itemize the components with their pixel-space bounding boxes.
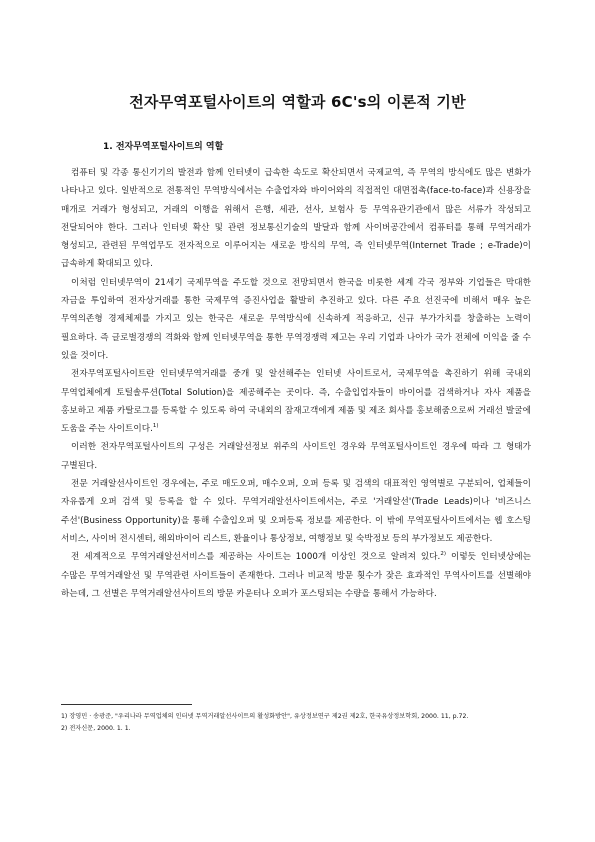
paragraph (61, 365, 531, 438)
footnote: 1) 장영민 · 송광준, "우리나라 무역업체의 인터넷 무역거래알선사이트의 활성화방안", 유상정보연구 제2권 제2호, 한국유상정보학회, 2000. 11, p.72. (61, 713, 469, 720)
paragraph-text: 이러한 전자무역포털사이트의 구성은 거래알선정보 위주의 사이트인 경우와 무역포털사이트인 경우에 따라 그 형태가 구별된다. (61, 442, 531, 471)
section-heading: 1. 전자무역포털사이트의 역할 (103, 142, 224, 152)
paragraph-text: 컴퓨터 및 각종 통신기기의 발전과 함께 인터넷이 급속한 속도로 확산되면서 국제교역, 즉 무역의 방식에도 많은 변화가 나타나고 있다. 일반적으로 전통적인 무역방식에서는 수출업자와 바이어와의 직접적인 대면접촉(face-to-face)과 신용장을 매개로 거래가 형성되고, 거래의 이행을 위해서 은행, 세관, 선사, 보험사 등 무역유관기관에서 많은 서류가 작성되고 전달되어야 한다. 그러나 인터넷 확산 및 관련 정보통신기술의 발달과 함께 사이버공간에서 컴퓨터를 통해 무역거래가 형성되고, 관련된 무역업무도 전자적으로 이루어지는 새로운 방식의 무역, 즉 인터넷무역(Internet Trade ; e-Trade)이 급속하게 확대되고 있다. (61, 168, 531, 270)
paragraph-text: 이렇듯 인터넷상에는 수많은 무역거래알선 및 무역관련 사이트들이 존재한다. 그러나 비교적 방문 횟수가 잦은 효과적인 무역사이트를 선별해야 하는데, 그 선별은 무역거래알선사이트의 방문 카운터나 오퍼가 포스팅되는 수량을 통해서 가능하다. (61, 552, 531, 599)
paragraph (61, 274, 531, 365)
paragraph (61, 438, 531, 475)
paragraph-text: 이처럼 인터넷무역이 21세기 국제무역을 주도할 것으로 전망되면서 한국을 비롯한 세계 각국 정부와 기업들은 막대한 자금을 투입하여 전자상거래를 통한 국제무역 증진사업을 활발히 추진하고 있다. 다른 주요 선진국에 비해서 매우 높은 무역의존형 경제체제를 가지고 있는 한국은 새로운 무역방식에 신속하게 적응하고, 신규 부가가치를 창출하는 노력이 필요하다. 즉 글로벌경쟁의 격화와 함께 인터넷무역을 통한 무역경쟁력 제고는 우리 기업과 나아가 국가 전체에 이익을 줄 수 있을 것이다. (61, 277, 531, 361)
paragraph-text: 전 세계적으로 무역거래알선서비스를 제공하는 사이트는 1000개 이상인 것으로 알려져 있다. (71, 552, 441, 563)
footnote: 2) 전자신문, 2000. 1. 1. (61, 724, 131, 732)
paragraph (61, 475, 531, 548)
document-title: 전자무역포털사이트의 역할과 6C's의 이론적 기반 (129, 93, 466, 111)
paragraph-text: 전문 거래알선사이트인 경우에는, 주로 매도오퍼, 매수오퍼, 오퍼 등록 및 검색의 대표적인 영역별로 구분되어, 업체들이 자유롭게 오퍼 검색 및 등록을 할 수 있다. 무역거래알선사이트에서는, 주로 '거래알선'(Trade Leads)이나 '비즈니스 주선'(Business Opportunity)을 통해 수출입오퍼 및 오퍼등록 정보를 제공한다. 이 밖에 무역포털사이트에서는 웹 호스팅 서비스, 사이버 전시센터, 해외바이어 리스트, 환율이나 통상정보, 여행정보 및 숙박정보 등의 부가정보도 제공한다. (61, 479, 531, 544)
paragraph-text: 전자무역포털사이트란 인터넷무역거래를 중개 및 알선해주는 인터넷 사이트로서, 국제무역을 촉진하기 위해 국내외 무역업체에게 토털솔루션(Total Solution)을 제공해주는 곳이다. 즉, 수출입업자들이 바이어를 검색하거나 자사 제품을 홍보하고 제품 카탈로그를 등록할 수 있도록 하여 국내외의 잠재고객에게 제품 및 제조 회사를 홍보해줌으로써 거래선 발굴에 도움을 주는 사이트이다. (61, 369, 531, 435)
paragraph (61, 548, 531, 603)
footnote-divider (61, 704, 192, 705)
paragraph (61, 164, 531, 274)
footnote-mark: 2) (440, 551, 447, 558)
body-text (61, 164, 531, 603)
footnote-mark: 1) (152, 423, 159, 430)
footnotes (61, 711, 531, 734)
